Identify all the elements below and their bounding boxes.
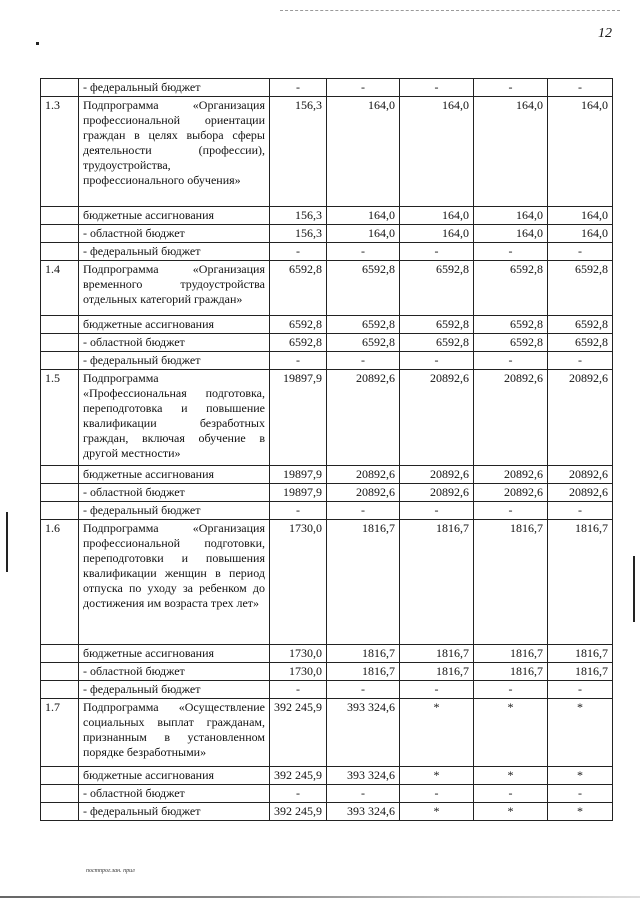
table-row — [41, 334, 613, 352]
value-cell-year-2: - — [327, 352, 400, 370]
value-cell-year-4: 20892,6 — [474, 484, 548, 502]
row-index — [41, 225, 79, 243]
table-row — [41, 352, 613, 370]
row-index — [41, 803, 79, 821]
scan-mark — [633, 556, 635, 622]
value-cell-year-4: 1816,7 — [474, 663, 548, 681]
value-cell-year-4: 20892,6 — [474, 466, 548, 484]
row-index: 1.3 — [41, 97, 79, 207]
value-cell-year-5: 1816,7 — [548, 663, 613, 681]
row-index — [41, 352, 79, 370]
table-row — [41, 466, 613, 484]
value-cell-year-4: 164,0 — [474, 97, 548, 207]
value-cell-year-3: * — [400, 767, 474, 785]
row-index — [41, 79, 79, 97]
value-cell-year-5: 164,0 — [548, 225, 613, 243]
value-cell-year-2: 6592,8 — [327, 261, 400, 316]
table-row — [41, 243, 613, 261]
value-cell-year-5: - — [548, 352, 613, 370]
value-cell-year-1: 1730,0 — [270, 645, 327, 663]
value-cell-year-2: 6592,8 — [327, 334, 400, 352]
row-index — [41, 663, 79, 681]
subprogram-row — [41, 520, 613, 645]
funding-source-label: - областной бюджет — [79, 484, 270, 502]
value-cell-year-1: 6592,8 — [270, 316, 327, 334]
value-cell-year-5: 6592,8 — [548, 334, 613, 352]
scan-mark — [36, 42, 39, 45]
table-row — [41, 767, 613, 785]
row-index — [41, 767, 79, 785]
value-cell-year-3: 164,0 — [400, 207, 474, 225]
value-cell-year-1: - — [270, 502, 327, 520]
value-cell-year-5: 1816,7 — [548, 645, 613, 663]
row-index — [41, 645, 79, 663]
value-cell-year-1: 392 245,9 — [270, 767, 327, 785]
value-cell-year-1: 156,3 — [270, 225, 327, 243]
value-cell-year-5: * — [548, 767, 613, 785]
page-number: 12 — [598, 26, 612, 41]
value-cell-year-2: 164,0 — [327, 225, 400, 243]
value-cell-year-2: 20892,6 — [327, 466, 400, 484]
value-cell-year-3: 6592,8 — [400, 334, 474, 352]
value-cell-year-5: - — [548, 681, 613, 699]
subprogram-row — [41, 97, 613, 207]
value-cell-year-5: 20892,6 — [548, 370, 613, 466]
value-cell-year-3: 164,0 — [400, 97, 474, 207]
funding-source-label: - областной бюджет — [79, 785, 270, 803]
funding-source-label: - областной бюджет — [79, 225, 270, 243]
table-row — [41, 207, 613, 225]
table-body — [41, 79, 613, 821]
value-cell-year-1: 6592,8 — [270, 334, 327, 352]
subprogram-name: Подпрограмма «Организация профессиональной ориентации граждан в целях выбора сферы деятельности (профессии), трудоустройства, профессионального обучения» — [79, 97, 270, 207]
value-cell-year-3: 20892,6 — [400, 370, 474, 466]
row-index — [41, 466, 79, 484]
value-cell-year-4: * — [474, 699, 548, 767]
value-cell-year-4: - — [474, 785, 548, 803]
value-cell-year-3: 6592,8 — [400, 316, 474, 334]
value-cell-year-2: 164,0 — [327, 97, 400, 207]
value-cell-year-2: - — [327, 502, 400, 520]
value-cell-year-4: - — [474, 352, 548, 370]
value-cell-year-1: 392 245,9 — [270, 803, 327, 821]
funding-source-label: бюджетные ассигнования — [79, 466, 270, 484]
subprogram-name: Подпрограмма «Организация временного трудоустройства отдельных категорий граждан» — [79, 261, 270, 316]
value-cell-year-3: * — [400, 803, 474, 821]
value-cell-year-3: 164,0 — [400, 225, 474, 243]
value-cell-year-2: - — [327, 79, 400, 97]
funding-source-label: бюджетные ассигнования — [79, 767, 270, 785]
value-cell-year-3: - — [400, 352, 474, 370]
value-cell-year-3: - — [400, 502, 474, 520]
value-cell-year-3: * — [400, 699, 474, 767]
value-cell-year-1: - — [270, 785, 327, 803]
value-cell-year-2: 393 324,6 — [327, 699, 400, 767]
table-row — [41, 225, 613, 243]
footer-note: постпрог.зан. прил — [86, 868, 135, 874]
value-cell-year-5: - — [548, 502, 613, 520]
value-cell-year-5: 20892,6 — [548, 484, 613, 502]
value-cell-year-2: 1816,7 — [327, 663, 400, 681]
table-row — [41, 484, 613, 502]
value-cell-year-1: 392 245,9 — [270, 699, 327, 767]
value-cell-year-5: * — [548, 803, 613, 821]
value-cell-year-3: - — [400, 785, 474, 803]
value-cell-year-4: 6592,8 — [474, 261, 548, 316]
funding-source-label: - областной бюджет — [79, 334, 270, 352]
value-cell-year-4: - — [474, 243, 548, 261]
row-index: 1.6 — [41, 520, 79, 645]
value-cell-year-2: 1816,7 — [327, 645, 400, 663]
funding-source-label: - федеральный бюджет — [79, 803, 270, 821]
value-cell-year-4: 164,0 — [474, 225, 548, 243]
value-cell-year-3: - — [400, 79, 474, 97]
value-cell-year-2: 393 324,6 — [327, 767, 400, 785]
value-cell-year-5: 164,0 — [548, 97, 613, 207]
row-index — [41, 243, 79, 261]
value-cell-year-4: 1816,7 — [474, 645, 548, 663]
subprogram-name: Подпрограмма «Осуществление социальных выплат гражданам, признанным в установленном порядке безработными» — [79, 699, 270, 767]
value-cell-year-3: 1816,7 — [400, 663, 474, 681]
row-index: 1.7 — [41, 699, 79, 767]
row-index — [41, 502, 79, 520]
value-cell-year-1: 19897,9 — [270, 466, 327, 484]
value-cell-year-1: - — [270, 79, 327, 97]
row-index — [41, 484, 79, 502]
row-index — [41, 207, 79, 225]
funding-source-label: - федеральный бюджет — [79, 502, 270, 520]
value-cell-year-2: - — [327, 681, 400, 699]
value-cell-year-1: 156,3 — [270, 97, 327, 207]
value-cell-year-4: 1816,7 — [474, 520, 548, 645]
value-cell-year-1: - — [270, 243, 327, 261]
funding-source-label: - федеральный бюджет — [79, 79, 270, 97]
value-cell-year-4: - — [474, 79, 548, 97]
row-index: 1.5 — [41, 370, 79, 466]
value-cell-year-1: - — [270, 681, 327, 699]
value-cell-year-2: - — [327, 785, 400, 803]
subprogram-row — [41, 261, 613, 316]
value-cell-year-1: 1730,0 — [270, 520, 327, 645]
value-cell-year-3: 6592,8 — [400, 261, 474, 316]
value-cell-year-4: * — [474, 803, 548, 821]
row-index — [41, 785, 79, 803]
table-row — [41, 785, 613, 803]
value-cell-year-4: 6592,8 — [474, 316, 548, 334]
value-cell-year-3: 20892,6 — [400, 484, 474, 502]
funding-source-label: - федеральный бюджет — [79, 352, 270, 370]
scan-top-rule — [280, 10, 620, 11]
table-row — [41, 79, 613, 97]
value-cell-year-2: - — [327, 243, 400, 261]
table-row — [41, 502, 613, 520]
row-index — [41, 681, 79, 699]
value-cell-year-5: 164,0 — [548, 207, 613, 225]
value-cell-year-4: - — [474, 681, 548, 699]
value-cell-year-3: 1816,7 — [400, 520, 474, 645]
value-cell-year-2: 1816,7 — [327, 520, 400, 645]
value-cell-year-4: * — [474, 767, 548, 785]
value-cell-year-1: 156,3 — [270, 207, 327, 225]
value-cell-year-2: 393 324,6 — [327, 803, 400, 821]
subprogram-name: Подпрограмма «Профессиональная подготовка, переподготовка и повышение квалификации безработных граждан, включая обучение в другой местности» — [79, 370, 270, 466]
subprogram-row — [41, 699, 613, 767]
value-cell-year-3: 20892,6 — [400, 466, 474, 484]
value-cell-year-2: 20892,6 — [327, 484, 400, 502]
budget-table — [40, 78, 613, 821]
value-cell-year-2: 164,0 — [327, 207, 400, 225]
value-cell-year-3: - — [400, 243, 474, 261]
value-cell-year-1: - — [270, 352, 327, 370]
funding-source-label: бюджетные ассигнования — [79, 316, 270, 334]
value-cell-year-3: - — [400, 681, 474, 699]
value-cell-year-5: - — [548, 785, 613, 803]
subprogram-name: Подпрограмма «Организация профессиональной подготовки, переподготовки и повышения квалификации женщин в период отпуска по уходу за ребенком до достижения им возраста трех лет» — [79, 520, 270, 645]
table-row — [41, 663, 613, 681]
funding-source-label: бюджетные ассигнования — [79, 207, 270, 225]
row-index — [41, 316, 79, 334]
table-row — [41, 803, 613, 821]
row-index: 1.4 — [41, 261, 79, 316]
value-cell-year-1: 19897,9 — [270, 484, 327, 502]
value-cell-year-2: 20892,6 — [327, 370, 400, 466]
scan-bottom-edge — [0, 896, 640, 898]
value-cell-year-2: 6592,8 — [327, 316, 400, 334]
value-cell-year-5: 6592,8 — [548, 261, 613, 316]
value-cell-year-1: 1730,0 — [270, 663, 327, 681]
value-cell-year-1: 6592,8 — [270, 261, 327, 316]
table-row — [41, 645, 613, 663]
funding-source-label: бюджетные ассигнования — [79, 645, 270, 663]
value-cell-year-1: 19897,9 — [270, 370, 327, 466]
value-cell-year-4: 20892,6 — [474, 370, 548, 466]
value-cell-year-4: 164,0 — [474, 207, 548, 225]
value-cell-year-5: 20892,6 — [548, 466, 613, 484]
value-cell-year-5: - — [548, 79, 613, 97]
value-cell-year-5: - — [548, 243, 613, 261]
value-cell-year-5: 1816,7 — [548, 520, 613, 645]
row-index — [41, 334, 79, 352]
value-cell-year-5: 6592,8 — [548, 316, 613, 334]
value-cell-year-5: * — [548, 699, 613, 767]
funding-source-label: - федеральный бюджет — [79, 243, 270, 261]
table-row — [41, 681, 613, 699]
scan-mark — [6, 512, 8, 572]
value-cell-year-4: 6592,8 — [474, 334, 548, 352]
value-cell-year-3: 1816,7 — [400, 645, 474, 663]
funding-source-label: - областной бюджет — [79, 663, 270, 681]
funding-source-label: - федеральный бюджет — [79, 681, 270, 699]
value-cell-year-4: - — [474, 502, 548, 520]
subprogram-row — [41, 370, 613, 466]
table-row — [41, 316, 613, 334]
